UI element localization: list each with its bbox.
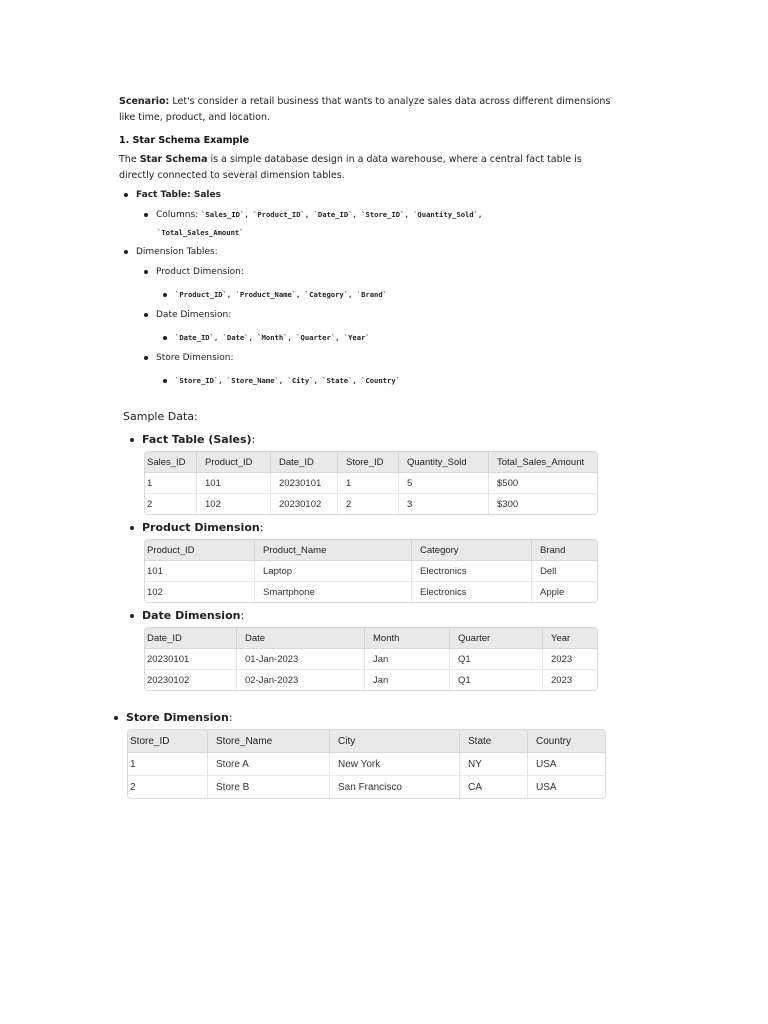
table-header-cell: Date_ID: [271, 452, 338, 473]
intro-line2: directly connected to several dimension tables.: [119, 170, 345, 181]
outline-dims-item: [124, 247, 218, 257]
product-table: [144, 539, 598, 603]
bullet-icon: [163, 293, 167, 297]
table-cell: Q1: [450, 649, 543, 670]
bullet-icon: [124, 193, 128, 197]
fact-table-heading: [130, 433, 255, 446]
table-header-row: [145, 452, 597, 473]
product-dim-label: Product Dimension:: [156, 267, 244, 277]
bullet-icon: [163, 336, 167, 340]
table-cell: 1: [145, 473, 197, 494]
table-cell: 2: [338, 494, 399, 514]
table-row: [128, 753, 605, 776]
table-cell: USA: [536, 781, 557, 793]
table-header-cell: Product_Name: [255, 540, 412, 561]
table-cell: 101: [145, 561, 255, 582]
columns-line1: `Sales_ID`, `Product_ID`, `Date_ID`, `Store_ID`, `Quantity_Sold`,: [201, 210, 483, 219]
outline-fact-item: [124, 190, 221, 200]
table-row: [145, 473, 597, 494]
table-cell: 2: [145, 494, 197, 514]
section-title: 1. Star Schema Example: [119, 135, 250, 146]
fact-table-title: Fact Table (Sales): [142, 433, 252, 446]
table-header-row: [145, 540, 597, 561]
table-cell: $500: [489, 473, 597, 494]
product-table-title: Product Dimension: [142, 521, 260, 534]
table-row: [145, 670, 597, 690]
store-table-title: Store Dimension: [126, 711, 229, 724]
bullet-icon: [163, 379, 167, 383]
table-header-cell: Brand: [532, 540, 597, 561]
table-cell: 2: [128, 776, 208, 798]
table-cell: 02-Jan-2023: [237, 670, 365, 690]
bullet-icon: [130, 438, 134, 442]
table-header-row: [128, 730, 605, 753]
columns-line2: `Total_Sales_Amount`: [157, 228, 244, 237]
table-cell: Jan: [365, 670, 450, 690]
table-cell: 101: [197, 473, 271, 494]
bullet-icon: [130, 614, 134, 618]
table-header-row: [145, 628, 597, 649]
table-cell: Jan: [365, 649, 450, 670]
table-header-cell: Quarter: [450, 628, 543, 649]
columns-label: Columns:: [156, 210, 202, 220]
table-header-cell: Product_ID: [197, 452, 271, 473]
date-cols: `Date_ID`, `Date`, `Month`, `Quarter`, `Year`: [175, 333, 370, 342]
table-header-cell: Country: [528, 730, 605, 753]
scenario-text-line1: Let's consider a retail business that wants to analyze sales data across different dimensions: [169, 96, 611, 107]
fact-table-title-suffix: :: [251, 433, 256, 446]
table-cell: 2023: [551, 674, 573, 686]
intro-pre: The: [119, 154, 140, 165]
outline-date-cols: [163, 333, 370, 343]
table-cell: Q1: [450, 670, 543, 690]
product-table-heading: [130, 521, 263, 534]
table-cell: 1: [338, 473, 399, 494]
store-cols: `Store_ID`, `Store_Name`, `City`, `State`, `Country`: [175, 376, 401, 385]
table-row: [145, 561, 597, 582]
bullet-icon: [144, 213, 148, 217]
table-cell: Apple: [540, 586, 565, 598]
star-schema-intro: [119, 152, 679, 184]
table-header-cell: State: [460, 730, 528, 753]
table-cell: Smartphone: [255, 582, 412, 602]
outline-columns-item: [144, 210, 482, 220]
table-cell: 20230101: [271, 473, 338, 494]
table-cell: CA: [460, 776, 528, 798]
table-header-cell: Sales_ID: [145, 452, 197, 473]
intro-bold: Star Schema: [139, 154, 208, 165]
table-cell: New York: [330, 753, 460, 776]
outline-date-item: [144, 310, 231, 320]
table-cell: NY: [460, 753, 528, 776]
table-cell: Electronics: [412, 561, 532, 582]
table-cell: 01-Jan-2023: [237, 649, 365, 670]
date-table-title: Date Dimension: [142, 609, 241, 622]
store-table-heading: [114, 711, 233, 724]
table-row: [145, 494, 597, 514]
table-cell: 20230101: [145, 649, 237, 670]
date-table: [144, 627, 598, 691]
date-table-title-suffix: :: [240, 609, 245, 622]
dims-label: Dimension Tables:: [136, 247, 218, 257]
table-cell: 20230102: [145, 670, 237, 690]
table-cell: USA: [528, 753, 605, 776]
store-table-title-suffix: :: [228, 711, 233, 724]
product-table-title-suffix: :: [259, 521, 264, 534]
table-cell: Store B: [208, 776, 330, 798]
table-row: [145, 649, 597, 670]
fact-table: [144, 451, 598, 515]
date-dim-label: Date Dimension:: [156, 310, 232, 320]
table-cell: Dell: [532, 561, 597, 582]
table-header-cell: Store_ID: [128, 730, 208, 753]
table-header-cell: Store_ID: [338, 452, 399, 473]
table-cell: 102: [197, 494, 271, 514]
scenario-label: Scenario:: [119, 96, 170, 107]
table-header-cell: Month: [365, 628, 450, 649]
table-cell: 20230102: [271, 494, 338, 514]
table-cell: San Francisco: [330, 776, 460, 798]
outline-store-item: [144, 353, 234, 363]
table-header-cell: Product_ID: [145, 540, 255, 561]
table-header-cell: Year: [543, 628, 597, 649]
store-dim-label: Store Dimension:: [156, 353, 234, 363]
outline-product-cols: [163, 290, 387, 300]
bullet-icon: [130, 526, 134, 530]
bullet-icon: [144, 313, 148, 317]
product-cols: `Product_ID`, `Product_Name`, `Category`, `Brand`: [175, 290, 388, 299]
table-row: [128, 776, 605, 798]
bullet-icon: [144, 356, 148, 360]
table-cell: Electronics: [412, 582, 532, 602]
table-cell: Store A: [208, 753, 330, 776]
table-cell: 5: [399, 473, 489, 494]
bullet-icon: [144, 270, 148, 274]
outline-store-cols: [163, 376, 400, 386]
table-cell: 3: [399, 494, 489, 514]
table-header-cell: Store_Name: [208, 730, 330, 753]
intro-post: is a simple database design in a data warehouse, where a central fact table is: [207, 154, 582, 165]
table-cell: 1: [128, 753, 208, 776]
scenario-paragraph: [119, 94, 679, 126]
bullet-icon: [114, 716, 118, 720]
table-header-cell: Date: [237, 628, 365, 649]
scenario-text-line2: like time, product, and location.: [119, 112, 270, 123]
store-table: [127, 729, 606, 799]
table-header-cell: City: [330, 730, 460, 753]
bullet-icon: [124, 250, 128, 254]
date-table-heading: [130, 609, 244, 622]
table-header-cell: Date_ID: [145, 628, 237, 649]
fact-table-label: Fact Table: Sales: [136, 190, 221, 200]
table-cell: 2023: [543, 649, 597, 670]
table-cell: $300: [497, 498, 519, 510]
table-header-cell: Category: [412, 540, 532, 561]
table-cell: 102: [145, 582, 255, 602]
sample-data-title: Sample Data:: [123, 410, 198, 423]
outline-product-item: [144, 267, 244, 277]
table-row: [145, 582, 597, 602]
table-cell: Laptop: [255, 561, 412, 582]
table-header-cell: Total_Sales_Amount: [489, 452, 597, 473]
table-header-cell: Quantity_Sold: [399, 452, 489, 473]
